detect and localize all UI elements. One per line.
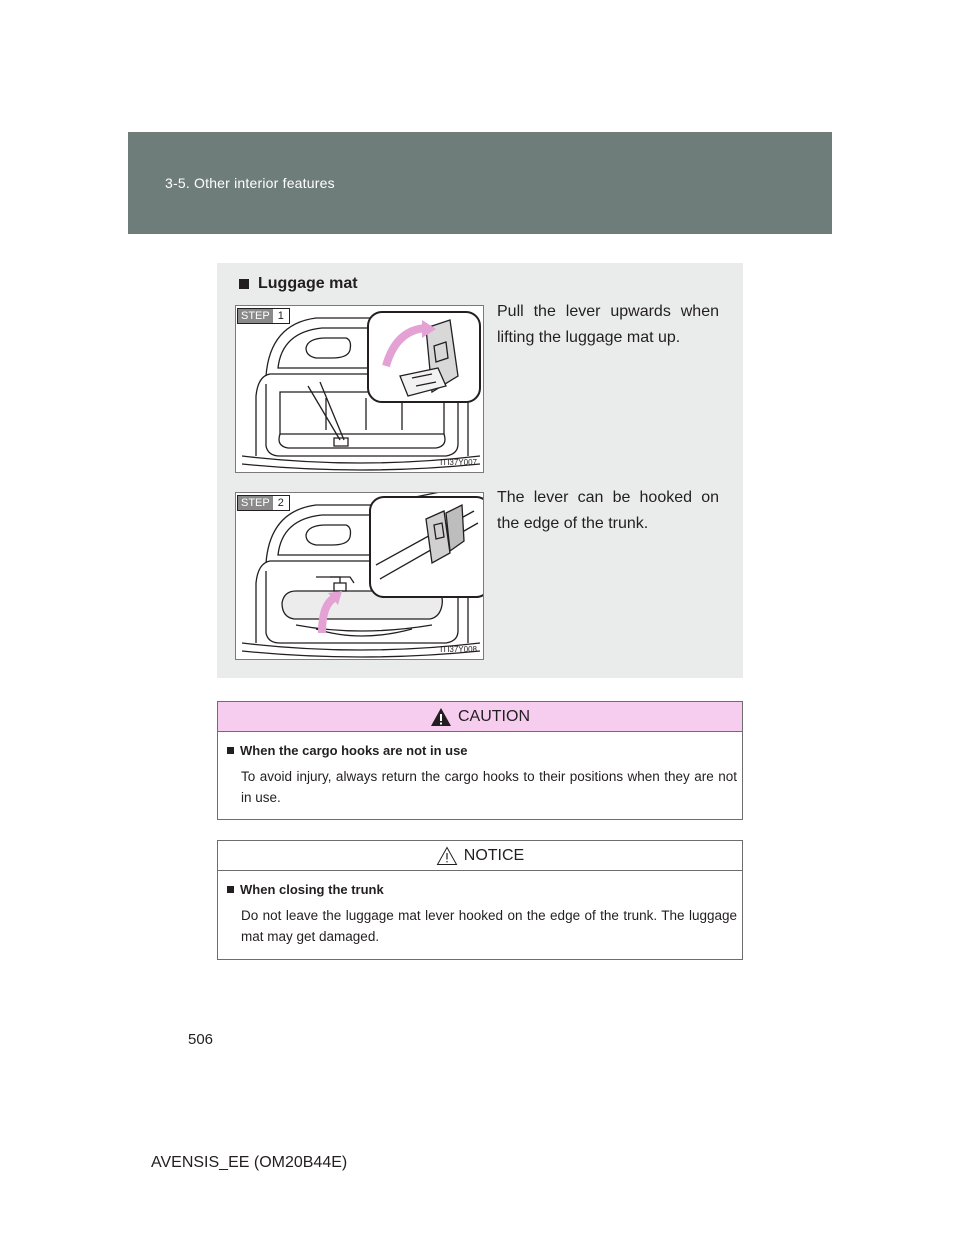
caution-subtitle: When the cargo hooks are not in use [227,743,468,758]
header-bar [128,132,832,234]
warning-icon [430,707,452,727]
square-bullet-icon [227,886,234,893]
image-code: ITI37Y008 [440,645,477,654]
image-code: ITI37Y007 [440,458,477,467]
caution-body: To avoid injury, always return the cargo hooks to their positions when they are not in use. [241,769,737,805]
notice-header [218,841,742,871]
step-1-illustration [235,305,484,473]
notice-heading: NOTICE [463,846,525,864]
step-1-badge: STEP 1 [237,308,290,324]
step-2-illustration [235,492,484,660]
caution-header [218,702,742,732]
square-bullet-icon [227,747,234,754]
section-title: 3-5. Other interior features [165,175,335,191]
step-1-description: Pull the lever upwards when lifting the luggage mat up. [497,303,719,346]
luggage-mat-title: Luggage mat [258,275,358,292]
step-2-badge: STEP 2 [237,495,290,511]
caution-heading: CAUTION [458,707,530,725]
caution-box [217,701,743,820]
notice-body: Do not leave the luggage mat lever hooked on the edge of the trunk. The luggage mat may get damaged. [241,908,737,944]
page-number: 506 [188,1031,214,1048]
notice-subtitle: When closing the trunk [227,882,384,897]
luggage-mat-panel [217,263,743,678]
luggage-mat-heading [239,275,358,293]
square-bullet-icon [239,279,249,289]
step-2-description: The lever can be hooked on the edge of the trunk. [497,489,719,532]
warning-outline-icon [436,846,458,866]
trunk-lever-hooked-drawing [236,493,484,660]
document-code: AVENSIS_EE (OM20B44E) [151,1154,348,1171]
notice-box [217,840,743,960]
trunk-open-drawing [236,306,484,473]
